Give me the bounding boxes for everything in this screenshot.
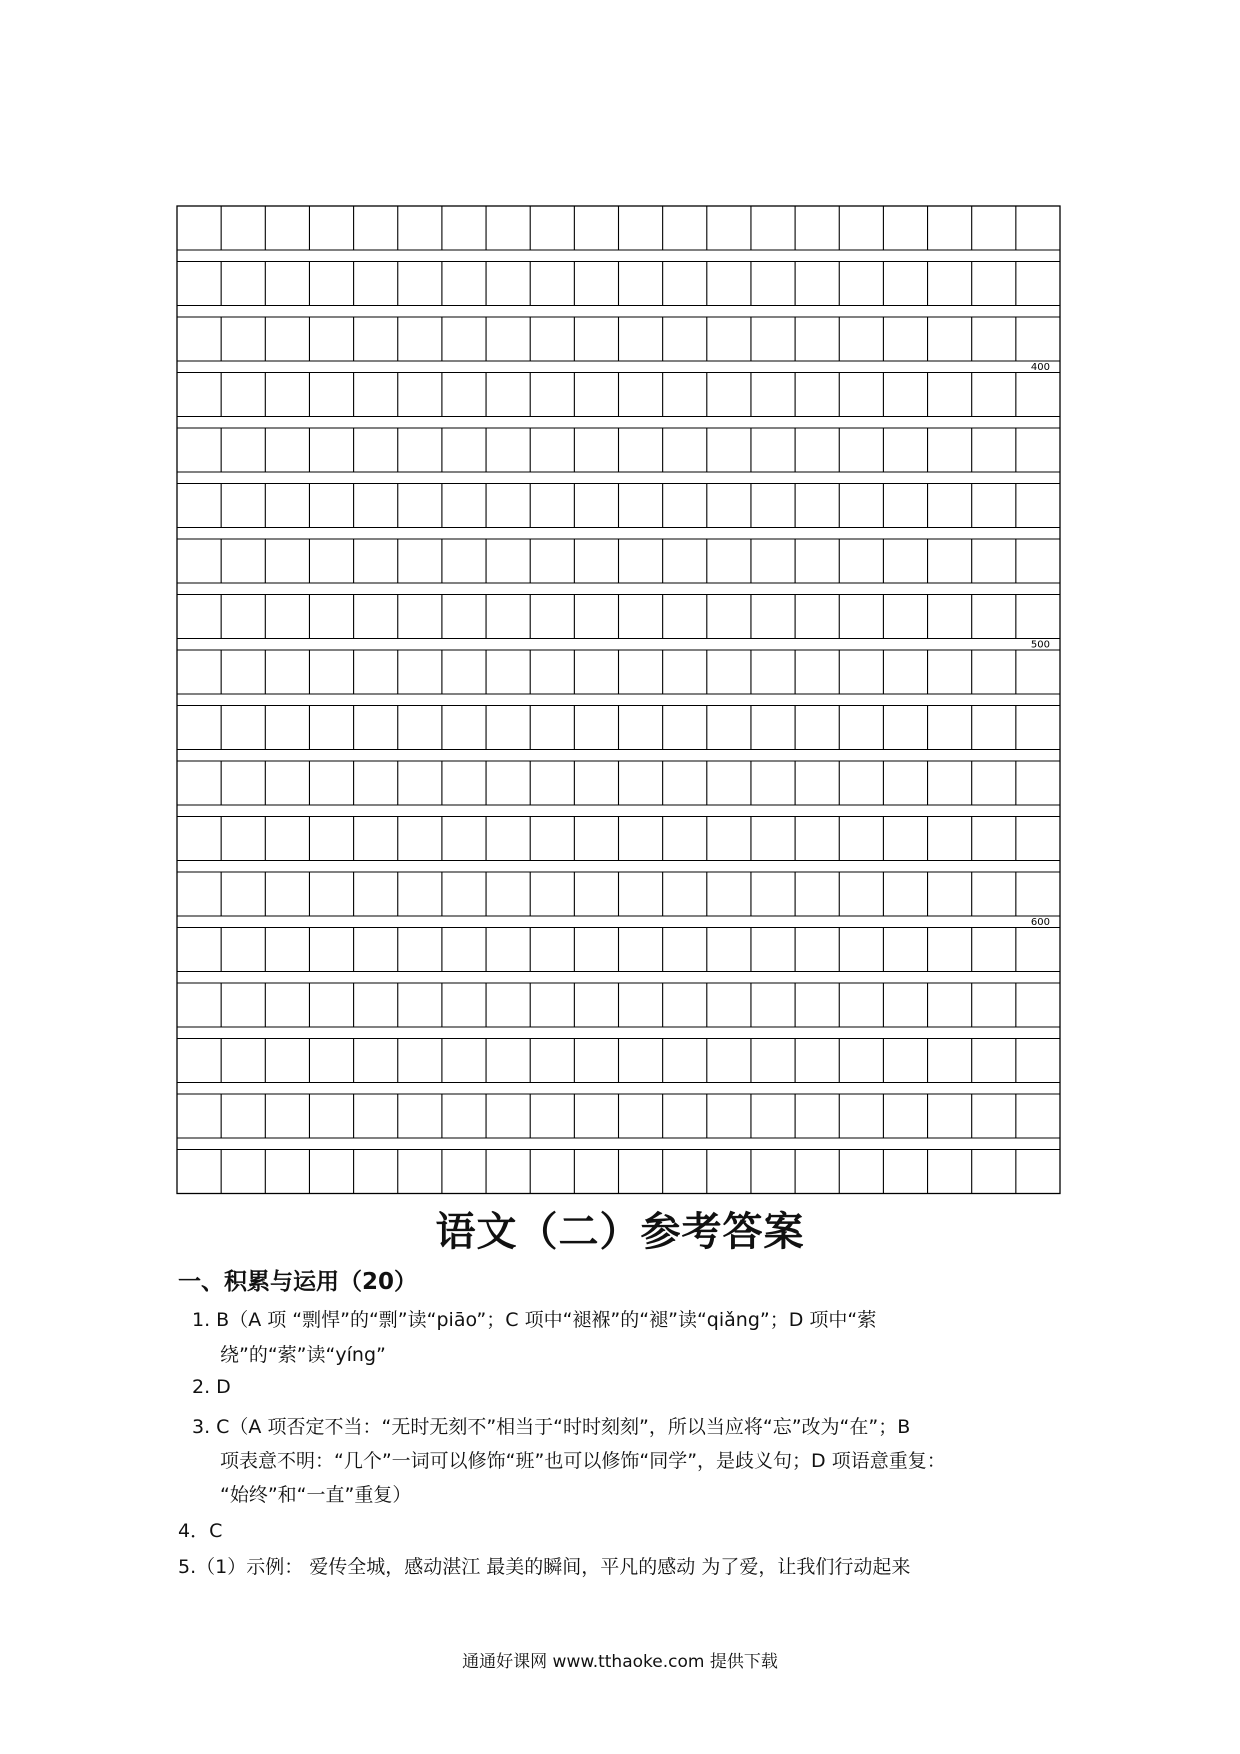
word-count-marker: 400 — [1030, 362, 1050, 373]
word-count-marker: 500 — [1030, 639, 1050, 651]
answer-line-3: 3. C（A 项否定不当：“无时无刻不”相当于“时时刻刻”，所以当应将“忘”改为“在”；B — [192, 1416, 911, 1438]
grid-row — [177, 1150, 1060, 1194]
grid-row — [177, 317, 1060, 361]
grid-row — [177, 817, 1060, 861]
grid-row — [177, 650, 1060, 694]
grid-row — [177, 484, 1060, 528]
answer-line-1-cont: 绕”的“萦”读“yíng” — [220, 1344, 386, 1366]
grid-row — [177, 983, 1060, 1027]
answer-line-1: 1. B（A 项 “剽悍”的“剽”读“piāo”；C 项中“褪褓”的“褪”读“qiǎng”；D 项中“萦 — [192, 1309, 877, 1331]
answer-line-2: 2. D — [192, 1376, 231, 1398]
answer-line-3-cont-a: 项表意不明：“几个”一词可以修饰“班”也可以修饰“同学”，是歧义句；D 项语意重复： — [220, 1450, 946, 1472]
section-heading: 一、积累与运用（20） — [178, 1269, 418, 1295]
grid-row — [177, 262, 1060, 306]
answer-line-4: 4．C — [178, 1520, 223, 1542]
grid-row — [177, 872, 1060, 916]
grid-row — [177, 373, 1060, 417]
grid-row — [177, 539, 1060, 583]
grid-row — [177, 928, 1060, 972]
grid-row — [177, 761, 1060, 805]
grid-row — [177, 706, 1060, 750]
grid-row — [177, 1039, 1060, 1083]
grid-row — [177, 595, 1060, 639]
grid-row — [177, 428, 1060, 472]
answer-line-5: 5.（1）示例： 爱传全城，感动湛江 最美的瞬间，平凡的感动 为了爱，让我们行动起来 — [178, 1556, 911, 1578]
page-title: 语文（二）参考答案 — [435, 1209, 805, 1255]
answer-line-3-cont-b: “始终”和“一直”重复） — [220, 1484, 412, 1506]
grid-row — [177, 206, 1060, 250]
word-count-marker: 600 — [1030, 917, 1050, 928]
footer-credit: 通通好课网 www.tthaoke.com 提供下载 — [462, 1652, 778, 1672]
grid-row — [177, 1094, 1060, 1138]
